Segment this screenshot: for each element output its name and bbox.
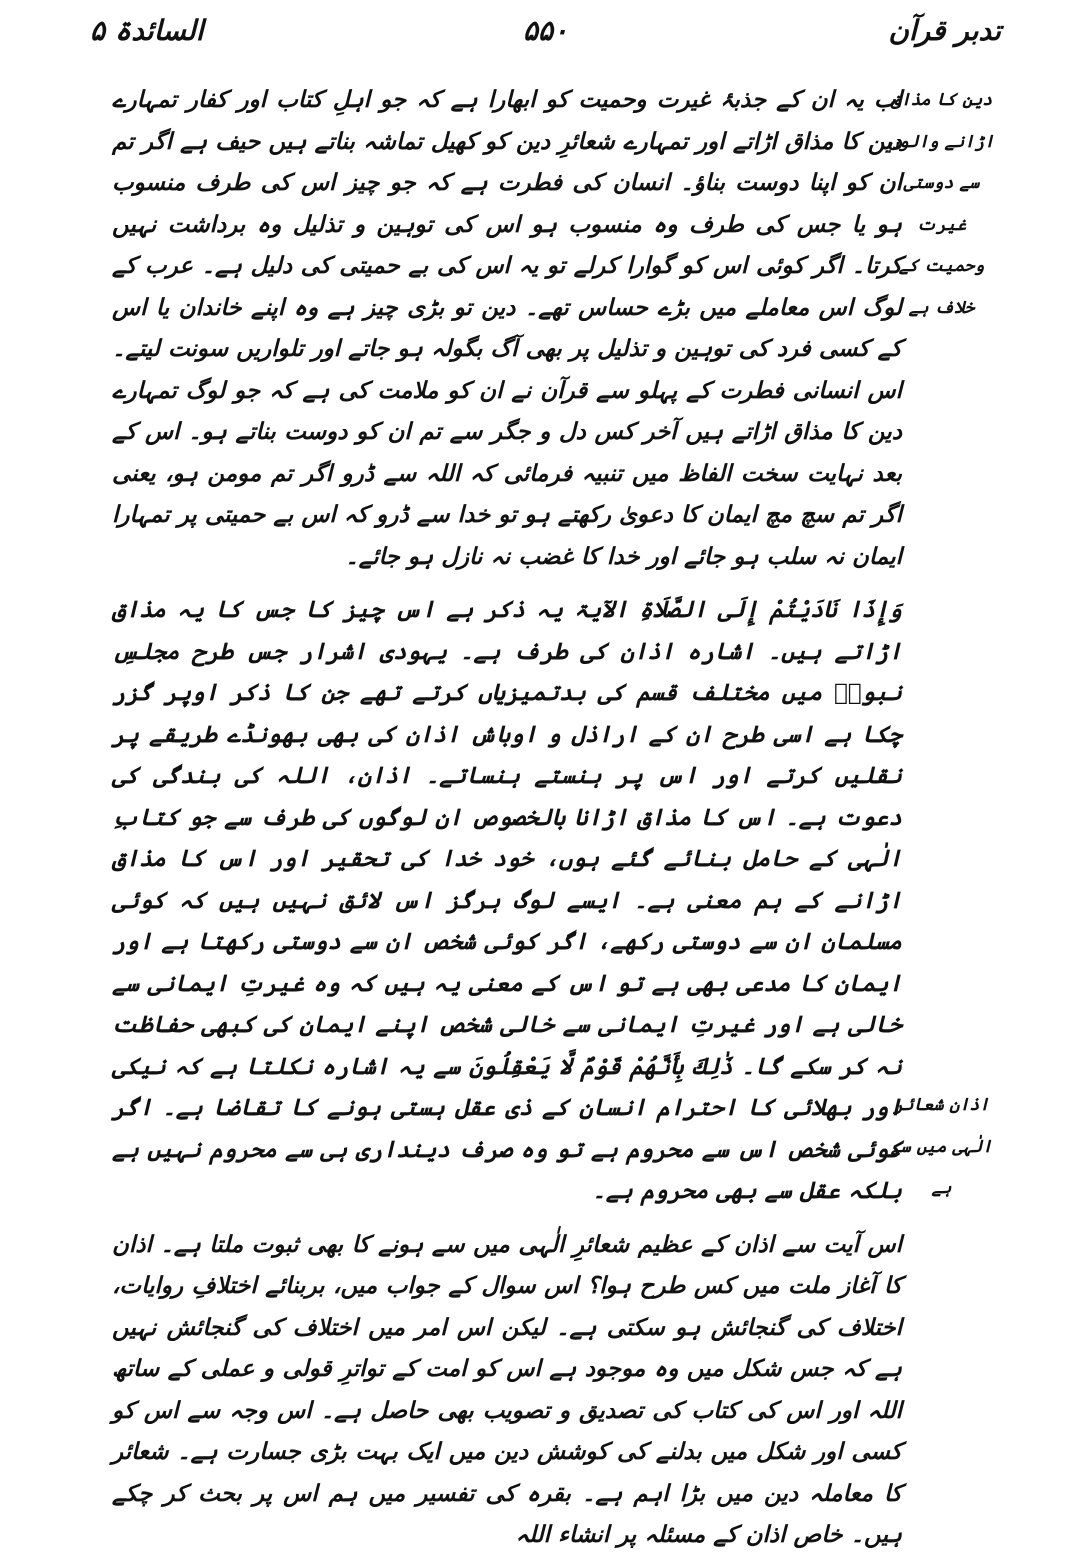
paragraph: اس آیت سے اذان کے عظیم شعائرِ الٰہی میں سے ہونے کا بھی ثبوت ملتا ہے۔ اذان کا آغاز ملت میں کس طرح ہوا؟ اس سوال کے جواب میں، بربنائے اختلافِ روایات، اختلاف کی گنجائش ہو سکتی ہے۔ لیکن اس امر میں اختلاف کی گنجائش نہیں ہے کہ جس شکل میں وہ موجود ہے اس کو امت کے تواترِ قولی و عملی کے ساتھ اللہ اور اس کی کتاب کی تصدیق و تصویب بھی حاصل ہے۔ اس وجہ سے اس کو کسی اور شکل میں بدلنے کی کوشش دین میں ایک بہت بڑی جسارت ہے۔ شعائر کا معاملہ دین میں بڑا اہم ہے۔ بقرہ کی تفسیر میں ہم اس پر بحث کر چکے ہیں۔ خاص اذان کے مسئلہ پر انشاء اللہ (112, 1231, 902, 1548)
margin-note: اذان شعائر الٰہی میں سے ہے (890, 1095, 993, 1198)
paragraph: وَإِذَا نَادَيْتُمْ إِلَى الصَّلَاةِ الآیۃ یہ ذکر ہے اس چیز کا جس کا یہ مذاق اڑاتے ہیں۔ اشارہ اذان کی طرف ہے۔ یہودی اشرار جس طرح مجلسِ نبویؐ میں مختلف قسم کی بدتمیزیاں کرتے تھے جن کا ذکر اوپر گزر چکا ہے اسی طرح ان کے اراذل و اوباش اذان کی بھی بھونڈے طریقے پر نقلیں کرتے اور اس پر ہنستے ہنساتے۔ اذان، اللہ کی بندگی کی دعوت ہے۔ اس کا مذاق اڑانا بالخصوص ان لوگوں کی طرف سے جو کتابِ الٰہی کے حامل بنائے گئے ہوں، خود خدا کی تحقیر اور اس کا مذاق اڑانے کے ہم معنی ہے۔ ایسے لوگ ہرگز اس لائق نہیں ہیں کہ کوئی مسلمان ان سے دوستی رکھے، اگر کوئی شخص ان سے دوستی رکھتا ہے اور ایمان کا مدعی بھی ہے تو اس کے معنی یہ ہیں کہ وہ غیرتِ ایمانی سے خالی ہے اور غیرتِ ایمانی سے خالی شخص اپنے ایمان کی کبھی حفاظت نہ کر سکے گا۔ ذَٰلِكَ بِأَنَّهُمْ قَوْمٌ لَّا يَعْقِلُونَ سے یہ اشارہ نکلتا ہے کہ نیکی اور بھلائی کا احترام انسان کے ذی عقل ہستی ہونے کا تقاضا ہے۔ اگر کوئی شخص اس سے محروم ہے تو وہ صرف دینداری ہی سے محروم نہیں ہے بلکہ عقل سے بھی محروم ہے۔ (112, 597, 902, 1204)
paragraph: اب یہ ان کے جذبۂ غیرت وحمیت کو ابھارا ہے کہ جو اہلِ کتاب اور کفار تمہارے دین کا مذاق اڑاتے اور تمہارے شعائرِ دین کو کھیل تماشہ بناتے ہیں حیف ہے اگر تم ان کو اپنا دوست بناؤ۔ انسان کی فطرت ہے کہ جو چیز اس کی طرف منسوب ہو یا جس کی طرف وہ منسوب ہو اس کی توہین و تذلیل وہ برداشت نہیں کرتا۔ اگر کوئی اس کو گوارا کرلے تو یہ اس کی بے حمیتی کی دلیل ہے۔ عرب کے لوگ اس معاملے میں بڑے حساس تھے۔ دین تو بڑی چیز ہے وہ اپنے خاندان یا اس کے کسی فرد کی توہین و تذلیل پر بھی آگ بگولہ ہو جاتے اور تلواریں سونت لیتے۔ اس انسانی فطرت کے پہلو سے قرآن نے ان کو ملامت کی ہے کہ جو لوگ تمہارے دین کا مذاق اڑاتے ہیں آخر کس دل و جگر سے تم ان کو دوست بناتے ہو۔ اس کے بعد نہایت سخت الفاظ میں تنبیہ فرمائی کہ اللہ سے ڈرو اگر تم مومن ہو، یعنی اگر تم سچ مچ ایمان کا دعویٰ رکھتے ہو تو خدا سے ڈرو کہ اس بے حمیتی پر تمہارا ایمان نہ سلب ہو جائے اور خدا کا غضب نہ نازل ہو جائے۔ (112, 87, 902, 570)
margin-note: دین کا مذاق اڑانے والوں سے دوستی غیرت وحمیت کے خلاف ہے (888, 90, 995, 318)
main-text (112, 80, 902, 1557)
page-number: ۵۵۰ (522, 14, 569, 47)
page-header (90, 14, 1001, 58)
book-title: تدبر قرآن (888, 14, 1001, 47)
surah-name: السائدۃ ۵ (90, 14, 204, 47)
